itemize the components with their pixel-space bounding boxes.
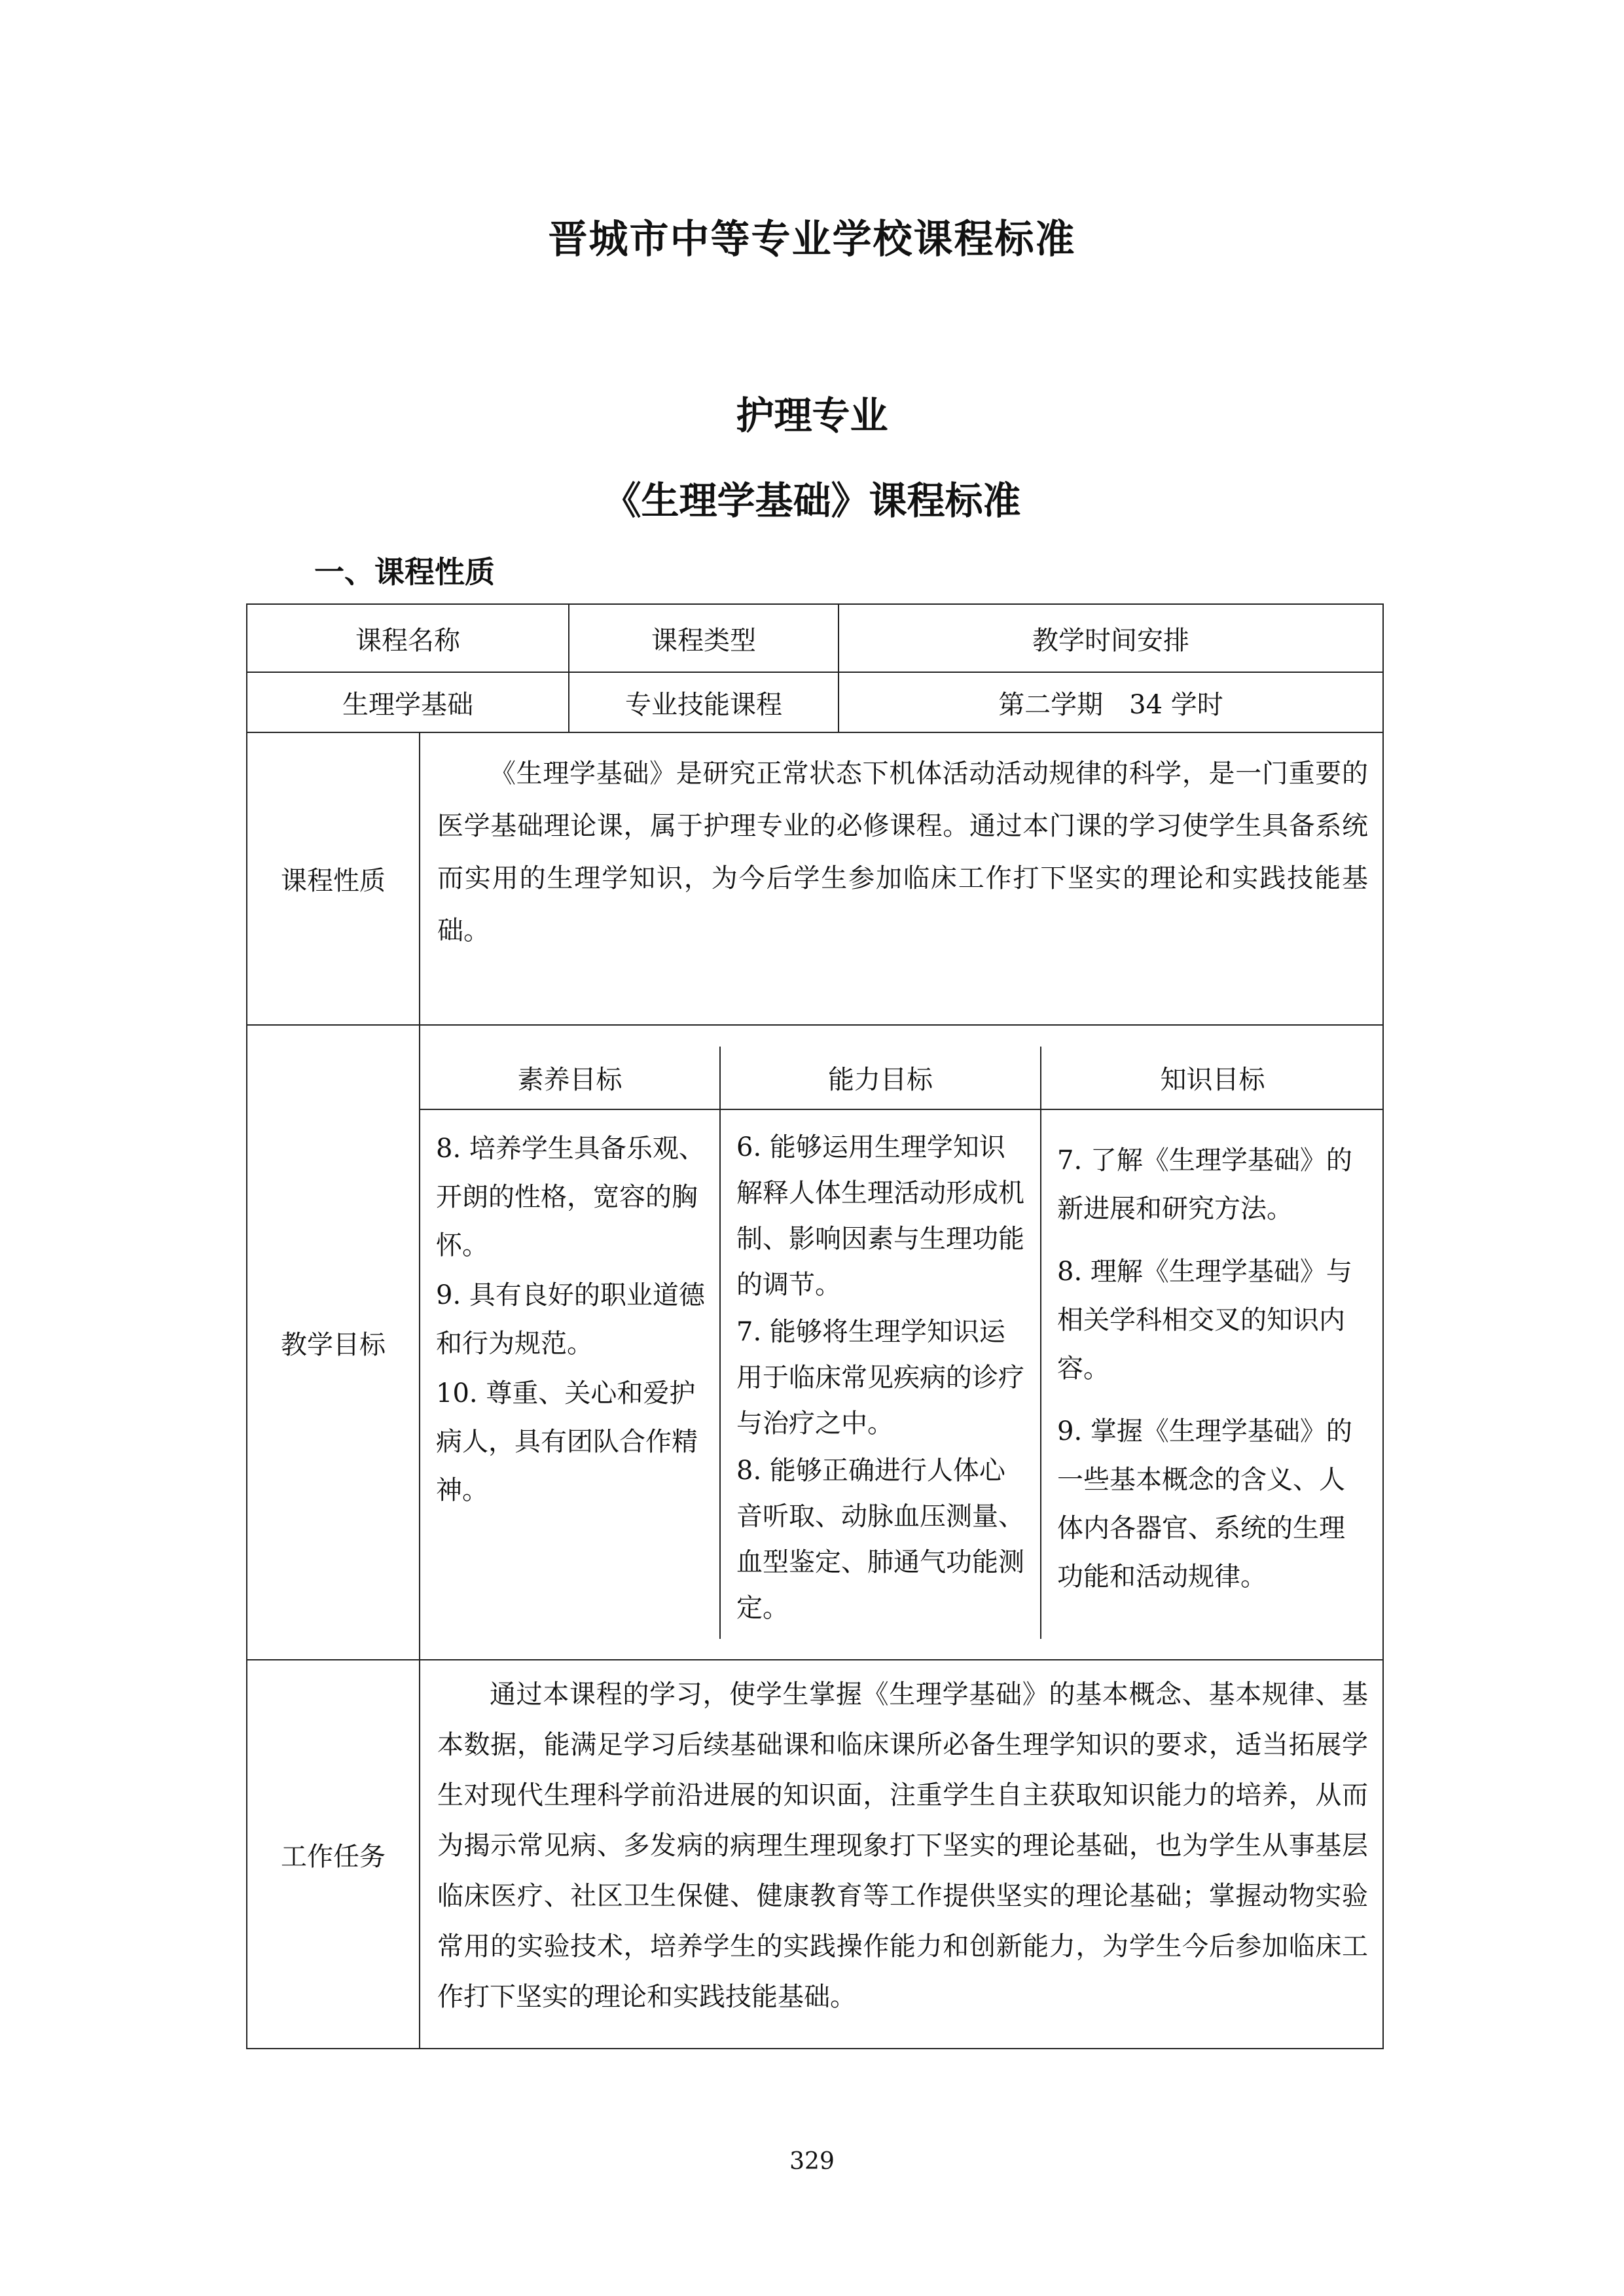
header-course-name: 课程名称	[247, 604, 569, 672]
teaching-goals-row	[247, 1025, 1383, 1660]
value-schedule: 第二学期 34 学时	[839, 672, 1383, 732]
course-standard-table	[246, 603, 1384, 2049]
course-nature-text: 《生理学基础》是研究正常状态下机体活动活动规律的科学，是一门重要的医学基础理论课，属于护理专业的必修课程。通过本门课的学习使学生具备系统而实用的生理学知识，为今后学生参加临床工作打下坚实的理论和实践技能基础。	[420, 732, 1383, 1025]
ability-goal-item: 6. 能够运用生理学知识解释人体生理活动形成机制、影响因素与生理功能的调节。	[736, 1132, 1024, 1300]
quality-goals-cell	[420, 1109, 720, 1639]
goals-content-row	[420, 1109, 1384, 1639]
major-title: 护理专业	[736, 393, 888, 438]
info-value-row	[247, 672, 1383, 732]
work-tasks-label: 工作任务	[247, 1660, 420, 2049]
ability-goal-item: 7. 能够将生理学知识运用于临床常见疾病的诊疗与治疗之中。	[736, 1316, 1024, 1439]
ability-goals-cell	[720, 1109, 1041, 1639]
goals-header-row	[420, 1047, 1384, 1109]
value-course-type: 专业技能课程	[569, 672, 839, 732]
course-nature-row	[247, 732, 1383, 1025]
ability-goal-item: 8. 能够正确进行人体心音听取、动脉血压测量、血型鉴定、肺通气功能测定。	[736, 1455, 1024, 1623]
knowledge-goal-item: 7. 了解《生理学基础》的新进展和研究方法。	[1057, 1145, 1352, 1224]
quality-goal-item: 8. 培养学生具备乐观、开朗的性格，宽容的胸怀。	[436, 1133, 705, 1261]
course-nature-label: 课程性质	[247, 732, 420, 1025]
goals-table	[420, 1047, 1384, 1639]
work-tasks-row	[247, 1660, 1383, 2049]
quality-goal-item: 10. 尊重、关心和爱护病人，具有团队合作精神。	[436, 1378, 698, 1505]
quality-goal-item: 9. 具有良好的职业道德和行为规范。	[436, 1280, 705, 1359]
knowledge-goal-item: 9. 掌握《生理学基础》的一些基本概念的含义、人体内各器官、系统的生理功能和活动规律。	[1057, 1416, 1352, 1592]
value-course-name: 生理学基础	[247, 672, 569, 732]
header-knowledge-goals: 知识目标	[1041, 1047, 1384, 1109]
knowledge-goals-cell	[1041, 1109, 1384, 1639]
course-title: 《生理学基础》课程标准	[603, 478, 1021, 523]
header-ability-goals: 能力目标	[720, 1047, 1041, 1109]
page-number: 329	[789, 2148, 835, 2175]
header-course-type: 课程类型	[569, 604, 839, 672]
header-quality-goals: 素养目标	[420, 1047, 720, 1109]
school-title: 晋城市中等专业学校课程标准	[548, 217, 1076, 262]
info-header-row	[247, 604, 1383, 672]
header-schedule: 教学时间安排	[839, 604, 1383, 672]
teaching-goals-container	[420, 1025, 1383, 1660]
knowledge-goal-item: 8. 理解《生理学基础》与相关学科相交叉的知识内容。	[1057, 1256, 1352, 1384]
work-tasks-text: 通过本课程的学习，使学生掌握《生理学基础》的基本概念、基本规律、基本数据，能满足学习后续基础课和临床课所必备生理学知识的要求，适当拓展学生对现代生理科学前沿进展的知识面，注重学生自主获取知识能力的培养，从而为揭示常见病、多发病的病理生理现象打下坚实的理论基础，也为学生从事基层临床医疗、社区卫生保健、健康教育等工作提供坚实的理论基础；掌握动物实验常用的实验技术，培养学生的实践操作能力和创新能力，为学生今后参加临床工作打下坚实的理论和实践技能基础。	[420, 1660, 1383, 2049]
section-heading: 一、课程性质	[314, 554, 495, 590]
teaching-goals-label: 教学目标	[247, 1025, 420, 1660]
